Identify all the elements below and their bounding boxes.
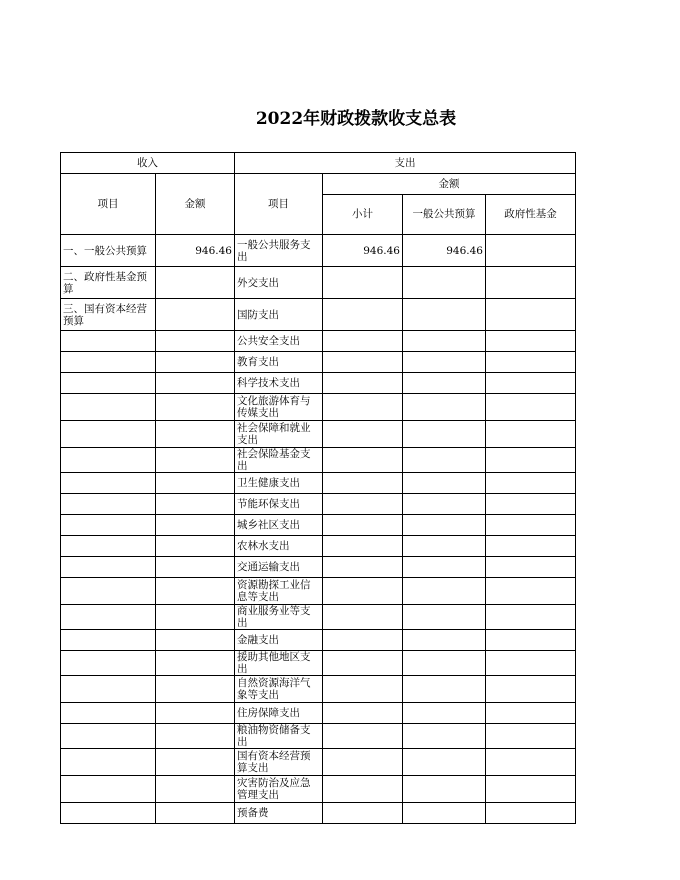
subtotal-cell bbox=[323, 578, 403, 605]
subtotal-cell bbox=[323, 703, 403, 724]
subtotal-cell bbox=[323, 803, 403, 824]
table-row bbox=[61, 749, 576, 776]
general-budget-cell bbox=[403, 473, 486, 494]
general-budget-cell bbox=[403, 776, 486, 803]
income-amount-cell bbox=[156, 352, 235, 373]
expense-item-cell: 预备费 bbox=[235, 803, 323, 824]
income-amount-header: 金额 bbox=[156, 174, 235, 235]
expense-item-header: 项目 bbox=[235, 174, 323, 235]
income-amount-cell bbox=[156, 578, 235, 605]
table-row bbox=[61, 578, 576, 605]
table-row bbox=[61, 394, 576, 421]
budget-table bbox=[60, 152, 576, 824]
income-item-cell bbox=[61, 394, 156, 421]
income-item-cell bbox=[61, 536, 156, 557]
general-budget-cell bbox=[403, 394, 486, 421]
gov-fund-header: 政府性基金 bbox=[486, 194, 576, 234]
expense-item-cell: 资源勘探工业信息等支出 bbox=[235, 578, 323, 605]
expense-header: 支出 bbox=[235, 153, 576, 174]
subtotal-cell bbox=[323, 473, 403, 494]
income-item-cell bbox=[61, 448, 156, 473]
expense-item-cell: 援助其他地区支出 bbox=[235, 651, 323, 676]
income-amount-cell bbox=[156, 703, 235, 724]
gov-fund-cell bbox=[486, 267, 576, 299]
income-item-cell bbox=[61, 578, 156, 605]
income-amount-cell: 946.46 bbox=[156, 235, 235, 267]
subtotal-cell bbox=[323, 630, 403, 651]
gov-fund-cell bbox=[486, 235, 576, 267]
income-item-cell bbox=[61, 373, 156, 394]
income-amount-cell bbox=[156, 724, 235, 749]
subtotal-cell bbox=[323, 749, 403, 776]
gov-fund-cell bbox=[486, 630, 576, 651]
general-budget-cell bbox=[403, 557, 486, 578]
table-row bbox=[61, 299, 576, 331]
general-budget-cell bbox=[403, 651, 486, 676]
income-item-cell bbox=[61, 515, 156, 536]
expense-item-cell: 科学技术支出 bbox=[235, 373, 323, 394]
income-amount-cell bbox=[156, 515, 235, 536]
expense-item-cell: 公共安全支出 bbox=[235, 331, 323, 352]
table-row bbox=[61, 448, 576, 473]
income-amount-cell bbox=[156, 331, 235, 352]
expense-item-cell: 外交支出 bbox=[235, 267, 323, 299]
gov-fund-cell bbox=[486, 776, 576, 803]
expense-amount-header: 金额 bbox=[323, 174, 576, 195]
gov-fund-cell bbox=[486, 557, 576, 578]
income-amount-cell bbox=[156, 299, 235, 331]
income-item-cell bbox=[61, 676, 156, 703]
gov-fund-cell bbox=[486, 494, 576, 515]
expense-item-cell: 自然资源海洋气象等支出 bbox=[235, 676, 323, 703]
income-item-cell bbox=[61, 605, 156, 630]
subtotal-cell bbox=[323, 651, 403, 676]
general-budget-cell bbox=[403, 267, 486, 299]
income-item-cell bbox=[61, 557, 156, 578]
table-row bbox=[61, 331, 576, 352]
subtotal-cell bbox=[323, 373, 403, 394]
subtotal-cell bbox=[323, 724, 403, 749]
general-budget-cell bbox=[403, 373, 486, 394]
gov-fund-cell bbox=[486, 448, 576, 473]
income-amount-cell bbox=[156, 776, 235, 803]
income-amount-cell bbox=[156, 267, 235, 299]
subtotal-cell bbox=[323, 352, 403, 373]
expense-item-cell: 卫生健康支出 bbox=[235, 473, 323, 494]
expense-item-cell: 住房保障支出 bbox=[235, 703, 323, 724]
income-amount-cell bbox=[156, 557, 235, 578]
expense-item-cell: 城乡社区支出 bbox=[235, 515, 323, 536]
income-item-cell bbox=[61, 473, 156, 494]
general-budget-header: 一般公共预算 bbox=[403, 194, 486, 234]
expense-item-cell: 交通运输支出 bbox=[235, 557, 323, 578]
general-budget-cell bbox=[403, 803, 486, 824]
subtotal-cell: 946.46 bbox=[323, 235, 403, 267]
expense-item-cell: 灾害防治及应急管理支出 bbox=[235, 776, 323, 803]
income-amount-cell bbox=[156, 676, 235, 703]
expense-item-cell: 教育支出 bbox=[235, 352, 323, 373]
general-budget-cell bbox=[403, 703, 486, 724]
gov-fund-cell bbox=[486, 515, 576, 536]
table-row bbox=[61, 267, 576, 299]
general-budget-cell bbox=[403, 536, 486, 557]
gov-fund-cell bbox=[486, 803, 576, 824]
table-row bbox=[61, 724, 576, 749]
income-item-cell bbox=[61, 803, 156, 824]
table-row bbox=[61, 235, 576, 267]
gov-fund-cell bbox=[486, 352, 576, 373]
expense-item-cell: 节能环保支出 bbox=[235, 494, 323, 515]
income-item-cell bbox=[61, 630, 156, 651]
income-amount-cell bbox=[156, 651, 235, 676]
income-item-header: 项目 bbox=[61, 174, 156, 235]
income-amount-cell bbox=[156, 630, 235, 651]
general-budget-cell bbox=[403, 724, 486, 749]
general-budget-cell bbox=[403, 749, 486, 776]
income-item-cell bbox=[61, 494, 156, 515]
gov-fund-cell bbox=[486, 299, 576, 331]
table-row bbox=[61, 803, 576, 824]
table-row bbox=[61, 473, 576, 494]
gov-fund-cell bbox=[486, 724, 576, 749]
general-budget-cell bbox=[403, 352, 486, 373]
expense-item-cell: 商业服务业等支出 bbox=[235, 605, 323, 630]
income-amount-cell bbox=[156, 605, 235, 630]
expense-item-cell: 一般公共服务支出 bbox=[235, 235, 323, 267]
general-budget-cell: 946.46 bbox=[403, 235, 486, 267]
subtotal-cell bbox=[323, 515, 403, 536]
gov-fund-cell bbox=[486, 676, 576, 703]
income-amount-cell bbox=[156, 448, 235, 473]
income-amount-cell bbox=[156, 536, 235, 557]
subtotal-cell bbox=[323, 299, 403, 331]
subtotal-cell bbox=[323, 557, 403, 578]
subtotal-cell bbox=[323, 267, 403, 299]
gov-fund-cell bbox=[486, 651, 576, 676]
subtotal-cell bbox=[323, 448, 403, 473]
general-budget-cell bbox=[403, 515, 486, 536]
table-row bbox=[61, 703, 576, 724]
general-budget-cell bbox=[403, 578, 486, 605]
gov-fund-cell bbox=[486, 331, 576, 352]
subtotal-cell bbox=[323, 394, 403, 421]
income-item-cell bbox=[61, 352, 156, 373]
subtotal-cell bbox=[323, 494, 403, 515]
general-budget-cell bbox=[403, 448, 486, 473]
income-item-cell: 二、政府性基金预算 bbox=[61, 267, 156, 299]
subtotal-cell bbox=[323, 605, 403, 630]
income-item-cell bbox=[61, 776, 156, 803]
gov-fund-cell bbox=[486, 373, 576, 394]
income-amount-cell bbox=[156, 494, 235, 515]
income-amount-cell bbox=[156, 749, 235, 776]
income-amount-cell bbox=[156, 421, 235, 448]
table-row bbox=[61, 352, 576, 373]
gov-fund-cell bbox=[486, 749, 576, 776]
table-row bbox=[61, 776, 576, 803]
table-row bbox=[61, 373, 576, 394]
gov-fund-cell bbox=[486, 394, 576, 421]
gov-fund-cell bbox=[486, 605, 576, 630]
income-item-cell bbox=[61, 421, 156, 448]
gov-fund-cell bbox=[486, 578, 576, 605]
subtotal-cell bbox=[323, 776, 403, 803]
expense-item-cell: 国有资本经营预算支出 bbox=[235, 749, 323, 776]
income-amount-cell bbox=[156, 373, 235, 394]
subtotal-cell bbox=[323, 421, 403, 448]
general-budget-cell bbox=[403, 299, 486, 331]
expense-item-cell: 国防支出 bbox=[235, 299, 323, 331]
general-budget-cell bbox=[403, 421, 486, 448]
table-row bbox=[61, 494, 576, 515]
subtotal-cell bbox=[323, 331, 403, 352]
general-budget-cell bbox=[403, 605, 486, 630]
table-row bbox=[61, 676, 576, 703]
table-row bbox=[61, 515, 576, 536]
income-item-cell bbox=[61, 724, 156, 749]
general-budget-cell bbox=[403, 630, 486, 651]
gov-fund-cell bbox=[486, 421, 576, 448]
expense-item-cell: 社会保障和就业支出 bbox=[235, 421, 323, 448]
income-item-cell bbox=[61, 749, 156, 776]
income-amount-cell bbox=[156, 394, 235, 421]
expense-item-cell: 农林水支出 bbox=[235, 536, 323, 557]
general-budget-cell bbox=[403, 676, 486, 703]
income-item-cell: 三、国有资本经营预算 bbox=[61, 299, 156, 331]
subtotal-cell bbox=[323, 676, 403, 703]
income-amount-cell bbox=[156, 803, 235, 824]
expense-item-cell: 金融支出 bbox=[235, 630, 323, 651]
page-title: 2022年财政拨款收支总表 bbox=[255, 109, 457, 129]
table-row bbox=[61, 651, 576, 676]
expense-item-cell: 粮油物资储备支出 bbox=[235, 724, 323, 749]
income-item-cell bbox=[61, 703, 156, 724]
expense-item-cell: 社会保险基金支出 bbox=[235, 448, 323, 473]
gov-fund-cell bbox=[486, 473, 576, 494]
gov-fund-cell bbox=[486, 536, 576, 557]
income-header: 收入 bbox=[61, 153, 235, 174]
table-row bbox=[61, 536, 576, 557]
table-row bbox=[61, 421, 576, 448]
table-row bbox=[61, 630, 576, 651]
expense-item-cell: 文化旅游体育与传媒支出 bbox=[235, 394, 323, 421]
table-row bbox=[61, 557, 576, 578]
subtotal-header: 小计 bbox=[323, 194, 403, 234]
income-amount-cell bbox=[156, 473, 235, 494]
general-budget-cell bbox=[403, 494, 486, 515]
income-item-cell bbox=[61, 331, 156, 352]
income-item-cell bbox=[61, 651, 156, 676]
table-row bbox=[61, 605, 576, 630]
income-item-cell: 一、一般公共预算 bbox=[61, 235, 156, 267]
general-budget-cell bbox=[403, 331, 486, 352]
subtotal-cell bbox=[323, 536, 403, 557]
gov-fund-cell bbox=[486, 703, 576, 724]
